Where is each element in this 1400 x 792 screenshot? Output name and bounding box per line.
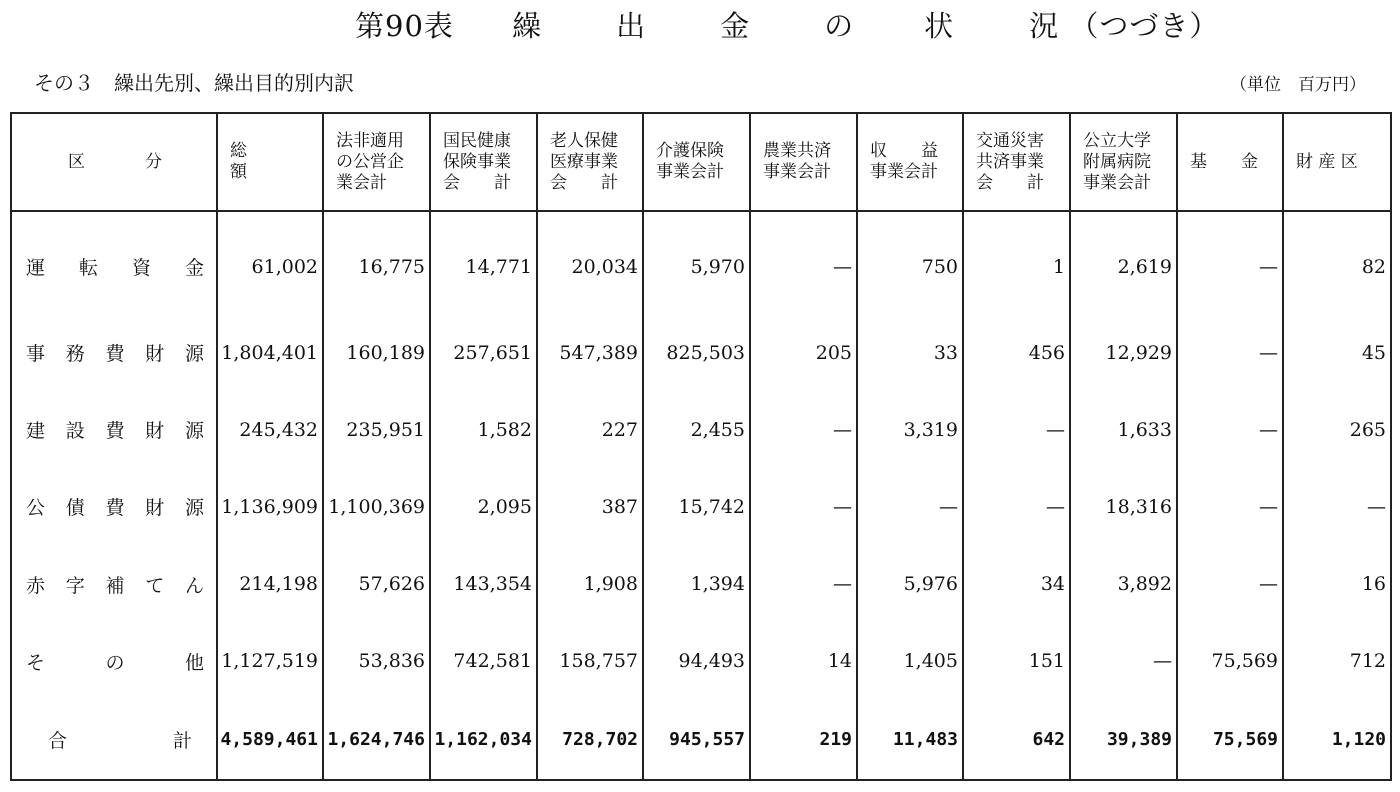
table-cell: — bbox=[1177, 391, 1283, 468]
table-cell: — bbox=[1177, 314, 1283, 391]
table-cell: 1,804,401 bbox=[217, 314, 323, 391]
header-line: 事業会計 bbox=[870, 162, 938, 182]
header-line: 事業会計 bbox=[656, 162, 724, 182]
column-header bbox=[963, 113, 1070, 211]
row-label-char: 財 bbox=[145, 497, 165, 520]
table-cell: 34 bbox=[963, 545, 1070, 622]
table-cell: 160,189 bbox=[323, 314, 430, 391]
table-cell: 1,127,519 bbox=[217, 623, 323, 700]
table-row bbox=[11, 314, 1391, 391]
table-cell: 642 bbox=[963, 700, 1070, 780]
header-line: の公営企 bbox=[336, 151, 404, 172]
table-cell: 2,095 bbox=[430, 468, 537, 545]
header-line: 附属病院 bbox=[1083, 151, 1151, 172]
row-label-char: て bbox=[145, 574, 165, 597]
table-row bbox=[11, 211, 1391, 314]
table-cell: — bbox=[750, 468, 857, 545]
column-header bbox=[1283, 113, 1391, 211]
table-cell: 5,976 bbox=[857, 545, 963, 622]
table-cell: 45 bbox=[1283, 314, 1391, 391]
title-char: 況 bbox=[1029, 9, 1060, 43]
table-cell: 1,136,909 bbox=[217, 468, 323, 545]
table-cell: 20,034 bbox=[537, 211, 643, 314]
row-label-char: 字 bbox=[65, 574, 85, 597]
page-title bbox=[355, 4, 1219, 48]
table-cell: — bbox=[1177, 468, 1283, 545]
table-cell: 14,771 bbox=[430, 211, 537, 314]
header-line: 老人保健 bbox=[550, 130, 618, 151]
column-header bbox=[643, 113, 750, 211]
row-label bbox=[11, 314, 217, 391]
table-cell: 945,557 bbox=[643, 700, 750, 780]
table-cell: 12,929 bbox=[1070, 314, 1177, 391]
header-line: 事業会計 bbox=[1083, 172, 1151, 193]
table-cell: — bbox=[963, 391, 1070, 468]
total-row bbox=[11, 700, 1391, 780]
row-label-char: 赤 bbox=[26, 574, 46, 597]
table-cell: 18,316 bbox=[1070, 468, 1177, 545]
header-line: 農業共済 bbox=[763, 141, 831, 161]
table-cell: — bbox=[857, 468, 963, 545]
header-line: 会 計 bbox=[550, 172, 618, 193]
row-label-char: 転 bbox=[78, 257, 98, 280]
row-label-char: 源 bbox=[184, 343, 204, 366]
header-line: 基 金 bbox=[1190, 151, 1258, 172]
table-cell: 5,970 bbox=[643, 211, 750, 314]
header-line: 区 bbox=[68, 151, 85, 172]
table-cell: 143,354 bbox=[430, 545, 537, 622]
table-header-row bbox=[11, 113, 1391, 211]
header-line: 総 bbox=[230, 141, 247, 161]
table-cell: 94,493 bbox=[643, 623, 750, 700]
table-cell: — bbox=[1177, 211, 1283, 314]
table-cell: 75,569 bbox=[1177, 700, 1283, 780]
row-label bbox=[11, 545, 217, 622]
row-label-char: 費 bbox=[105, 497, 125, 520]
header-line: 医療事業 bbox=[550, 151, 618, 172]
row-label bbox=[11, 211, 217, 314]
table-cell: 1,120 bbox=[1283, 700, 1391, 780]
header-line: 会 計 bbox=[976, 172, 1044, 193]
table-body bbox=[11, 211, 1391, 780]
row-label-char: 源 bbox=[184, 497, 204, 520]
row-label-char: 務 bbox=[65, 343, 85, 366]
column-header bbox=[750, 113, 857, 211]
table-cell: 53,836 bbox=[323, 623, 430, 700]
table-row bbox=[11, 623, 1391, 700]
table-cell: 387 bbox=[537, 468, 643, 545]
table-cell: 2,619 bbox=[1070, 211, 1177, 314]
table-cell: 456 bbox=[963, 314, 1070, 391]
table-cell: — bbox=[750, 545, 857, 622]
table-cell: 227 bbox=[537, 391, 643, 468]
table-cell: — bbox=[1070, 623, 1177, 700]
table-cell: 15,742 bbox=[643, 468, 750, 545]
table-cell: 235,951 bbox=[323, 391, 430, 468]
column-header bbox=[537, 113, 643, 211]
table-cell: 825,503 bbox=[643, 314, 750, 391]
header-line: 財 産 区 bbox=[1296, 151, 1358, 172]
table-subtitle: その３ 繰出先別、繰出目的別内訳 bbox=[34, 71, 354, 95]
row-label-char: 補 bbox=[105, 574, 125, 597]
title-suffix: （つづき） bbox=[1069, 9, 1220, 43]
header-line: 公立大学 bbox=[1083, 130, 1151, 151]
table-cell: — bbox=[963, 468, 1070, 545]
table-cell: 245,432 bbox=[217, 391, 323, 468]
title-char: の bbox=[824, 9, 855, 43]
header-line: 共済事業 bbox=[976, 151, 1044, 172]
title-prefix: 第90表 bbox=[355, 9, 454, 43]
row-label-char: 事 bbox=[26, 343, 46, 366]
column-header bbox=[430, 113, 537, 211]
title-char: 出 bbox=[616, 9, 647, 43]
title-chars bbox=[464, 9, 1059, 43]
table-cell: 728,702 bbox=[537, 700, 643, 780]
table-cell: 16,775 bbox=[323, 211, 430, 314]
table-cell: 1,394 bbox=[643, 545, 750, 622]
appropriation-table bbox=[10, 112, 1392, 781]
table-cell: 1,405 bbox=[857, 623, 963, 700]
table-cell: 16 bbox=[1283, 545, 1391, 622]
column-header bbox=[323, 113, 430, 211]
table-cell: 214,198 bbox=[217, 545, 323, 622]
table-cell: 219 bbox=[750, 700, 857, 780]
title-char: 状 bbox=[924, 9, 955, 43]
table-cell: 547,389 bbox=[537, 314, 643, 391]
row-label-char: 合 bbox=[48, 729, 68, 752]
row-label-char: そ bbox=[26, 651, 46, 674]
table-cell: 265 bbox=[1283, 391, 1391, 468]
header-line: 会 計 bbox=[443, 172, 511, 193]
table-row bbox=[11, 545, 1391, 622]
header-kubun bbox=[11, 113, 217, 211]
header-line: 法非適用 bbox=[336, 130, 404, 151]
row-label-char: ん bbox=[184, 574, 204, 597]
row-label-char: 金 bbox=[184, 257, 204, 280]
row-label bbox=[11, 623, 217, 700]
header-line: 交通災害 bbox=[976, 130, 1044, 151]
header-line: 分 bbox=[145, 151, 162, 172]
table-cell: 57,626 bbox=[323, 545, 430, 622]
table-cell: 75,569 bbox=[1177, 623, 1283, 700]
row-label-char: 計 bbox=[172, 729, 192, 752]
table-cell: 61,002 bbox=[217, 211, 323, 314]
table-cell: 33 bbox=[857, 314, 963, 391]
table-cell: 1,100,369 bbox=[323, 468, 430, 545]
row-label-char: 他 bbox=[184, 651, 204, 674]
table-cell: — bbox=[1177, 545, 1283, 622]
table-row bbox=[11, 468, 1391, 545]
row-label-char: 財 bbox=[145, 420, 165, 443]
title-char: 繰 bbox=[512, 9, 543, 43]
column-header bbox=[1177, 113, 1283, 211]
row-label-char: 運 bbox=[26, 257, 46, 280]
row-label-char: 設 bbox=[65, 420, 85, 443]
table-cell: 39,389 bbox=[1070, 700, 1177, 780]
table-cell: 158,757 bbox=[537, 623, 643, 700]
table-cell: 1,582 bbox=[430, 391, 537, 468]
title-char: 金 bbox=[720, 9, 751, 43]
row-label-char: 公 bbox=[26, 497, 46, 520]
table-row bbox=[11, 391, 1391, 468]
row-label-char: 財 bbox=[145, 343, 165, 366]
row-label bbox=[11, 700, 217, 780]
row-label-char: 費 bbox=[105, 420, 125, 443]
row-label-char: 債 bbox=[65, 497, 85, 520]
table-cell: — bbox=[750, 211, 857, 314]
table-cell: 750 bbox=[857, 211, 963, 314]
row-label bbox=[11, 391, 217, 468]
table-cell: 151 bbox=[963, 623, 1070, 700]
row-label bbox=[11, 468, 217, 545]
column-header bbox=[857, 113, 963, 211]
header-line: 事業会計 bbox=[763, 162, 831, 182]
unit-label: （単位 百万円） bbox=[1230, 75, 1366, 95]
table-cell: 1 bbox=[963, 211, 1070, 314]
header-line: 業会計 bbox=[336, 172, 387, 193]
header-line: 介護保険 bbox=[656, 141, 724, 161]
table-cell: 3,892 bbox=[1070, 545, 1177, 622]
table-cell: 1,162,034 bbox=[430, 700, 537, 780]
table-cell: — bbox=[750, 391, 857, 468]
table-cell: 1,633 bbox=[1070, 391, 1177, 468]
table-cell: 3,319 bbox=[857, 391, 963, 468]
header-line: 国民健康 bbox=[443, 130, 511, 151]
table-cell: 2,455 bbox=[643, 391, 750, 468]
header-line: 額 bbox=[230, 162, 247, 182]
row-label-char: 資 bbox=[131, 257, 151, 280]
table-cell: 14 bbox=[750, 623, 857, 700]
row-label-char: 建 bbox=[26, 420, 46, 443]
table-cell: 82 bbox=[1283, 211, 1391, 314]
column-header bbox=[1070, 113, 1177, 211]
table-cell: 712 bbox=[1283, 623, 1391, 700]
table-cell: 742,581 bbox=[430, 623, 537, 700]
table-cell: 1,624,746 bbox=[323, 700, 430, 780]
table-cell: 1,908 bbox=[537, 545, 643, 622]
table-cell: 4,589,461 bbox=[217, 700, 323, 780]
column-header bbox=[217, 113, 323, 211]
row-label-char: 源 bbox=[184, 420, 204, 443]
table-cell: 11,483 bbox=[857, 700, 963, 780]
table-cell: — bbox=[1283, 468, 1391, 545]
table-cell: 205 bbox=[750, 314, 857, 391]
row-label-char: の bbox=[105, 651, 125, 674]
header-line: 収 益 bbox=[870, 141, 938, 161]
header-line: 保険事業 bbox=[443, 151, 511, 172]
table-cell: 257,651 bbox=[430, 314, 537, 391]
row-label-char: 費 bbox=[105, 343, 125, 366]
